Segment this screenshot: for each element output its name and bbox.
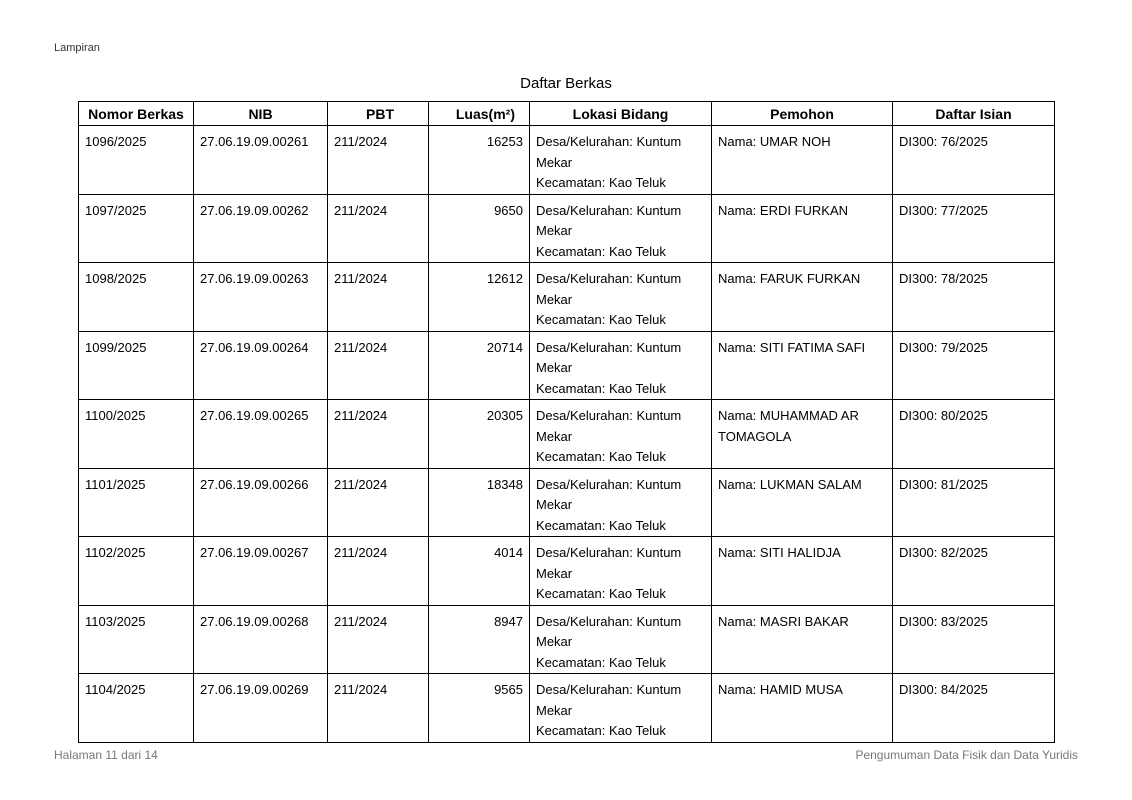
cell-nomor-berkas: 1103/2025 xyxy=(79,605,194,674)
cell-nomor-berkas: 1100/2025 xyxy=(79,400,194,469)
cell-luas: 16253 xyxy=(429,126,530,195)
column-header-lokasi-bidang: Lokasi Bidang xyxy=(530,102,712,126)
page-number: Halaman 11 dari 14 xyxy=(54,748,158,762)
column-header-pbt: PBT xyxy=(328,102,429,126)
cell-lokasi-bidang xyxy=(530,674,712,743)
appendix-label: Lampiran xyxy=(54,42,100,54)
cell-daftar-isian: DI300: 79/2025 xyxy=(893,331,1055,400)
lokasi-kecamatan: Kecamatan: Kao Teluk xyxy=(536,449,666,464)
cell-pemohon: Nama: HAMID MUSA xyxy=(712,674,893,743)
cell-lokasi-bidang xyxy=(530,331,712,400)
cell-nomor-berkas: 1096/2025 xyxy=(79,126,194,195)
lokasi-kecamatan: Kecamatan: Kao Teluk xyxy=(536,243,666,259)
cell-luas: 9650 xyxy=(429,194,530,263)
cell-nomor-berkas: 1099/2025 xyxy=(79,331,194,400)
table-row xyxy=(79,605,1055,674)
cell-nomor-berkas: 1101/2025 xyxy=(79,468,194,537)
lokasi-kecamatan: Kecamatan: Kao Teluk xyxy=(536,654,666,670)
cell-nomor-berkas: 1104/2025 xyxy=(79,674,194,743)
document-title: Daftar Berkas xyxy=(520,75,612,92)
cell-luas: 20714 xyxy=(429,331,530,400)
cell-nib: 27.06.19.09.00264 xyxy=(194,331,328,400)
cell-pemohon: Nama: MASRI BAKAR xyxy=(712,605,893,674)
column-header-pemohon: Pemohon xyxy=(712,102,893,126)
lokasi-kecamatan: Kecamatan: Kao Teluk xyxy=(536,380,666,396)
cell-lokasi-bidang xyxy=(530,468,712,537)
lokasi-desa: Desa/Kelurahan: Kuntum Mekar xyxy=(536,134,682,170)
cell-luas: 4014 xyxy=(429,537,530,606)
berkas-table xyxy=(78,101,1055,743)
column-header-nib: NIB xyxy=(194,102,328,126)
table-row xyxy=(79,194,1055,263)
table-row xyxy=(79,468,1055,537)
cell-nib: 27.06.19.09.00265 xyxy=(194,400,328,469)
lokasi-kecamatan: Kecamatan: Kao Teluk xyxy=(536,586,666,601)
lokasi-kecamatan: Kecamatan: Kao Teluk xyxy=(536,312,666,327)
cell-lokasi-bidang xyxy=(530,263,712,332)
cell-luas: 18348 xyxy=(429,468,530,537)
table-row xyxy=(79,400,1055,469)
cell-pbt: 211/2024 xyxy=(328,194,429,263)
cell-lokasi-bidang xyxy=(530,605,712,674)
cell-daftar-isian: DI300: 84/2025 xyxy=(893,674,1055,743)
lokasi-kecamatan: Kecamatan: Kao Teluk xyxy=(536,175,666,190)
cell-lokasi-bidang xyxy=(530,400,712,469)
cell-pbt: 211/2024 xyxy=(328,674,429,743)
cell-luas: 8947 xyxy=(429,605,530,674)
cell-luas: 12612 xyxy=(429,263,530,332)
table-row xyxy=(79,537,1055,606)
cell-nomor-berkas: 1098/2025 xyxy=(79,263,194,332)
cell-pbt: 211/2024 xyxy=(328,331,429,400)
footer-document-name: Pengumuman Data Fisik dan Data Yuridis xyxy=(855,748,1078,762)
cell-pemohon: Nama: FARUK FURKAN xyxy=(712,263,893,332)
cell-daftar-isian: DI300: 81/2025 xyxy=(893,468,1055,537)
table-row xyxy=(79,674,1055,743)
lokasi-kecamatan: Kecamatan: Kao Teluk xyxy=(536,723,666,738)
lokasi-desa: Desa/Kelurahan: Kuntum Mekar xyxy=(536,545,682,581)
column-header-nomor-berkas: Nomor Berkas xyxy=(79,102,194,126)
cell-pbt: 211/2024 xyxy=(328,537,429,606)
table-row xyxy=(79,263,1055,332)
lokasi-desa: Desa/Kelurahan: Kuntum Mekar xyxy=(536,202,682,238)
table-body xyxy=(79,126,1055,743)
cell-nib: 27.06.19.09.00261 xyxy=(194,126,328,195)
lokasi-kecamatan: Kecamatan: Kao Teluk xyxy=(536,517,666,533)
cell-daftar-isian: DI300: 78/2025 xyxy=(893,263,1055,332)
table-row xyxy=(79,331,1055,400)
cell-pbt: 211/2024 xyxy=(328,126,429,195)
lokasi-desa: Desa/Kelurahan: Kuntum Mekar xyxy=(536,339,682,375)
cell-nib: 27.06.19.09.00269 xyxy=(194,674,328,743)
lokasi-desa: Desa/Kelurahan: Kuntum Mekar xyxy=(536,682,682,718)
column-header-daftar-isian: Daftar Isian xyxy=(893,102,1055,126)
cell-daftar-isian: DI300: 77/2025 xyxy=(893,194,1055,263)
cell-daftar-isian: DI300: 80/2025 xyxy=(893,400,1055,469)
cell-luas: 20305 xyxy=(429,400,530,469)
cell-pemohon: Nama: MUHAMMAD AR TOMAGOLA xyxy=(712,400,893,469)
cell-lokasi-bidang xyxy=(530,194,712,263)
table-header-row xyxy=(79,102,1055,126)
table-row xyxy=(79,126,1055,195)
cell-daftar-isian: DI300: 76/2025 xyxy=(893,126,1055,195)
cell-pemohon: Nama: SITI HALIDJA xyxy=(712,537,893,606)
cell-pbt: 211/2024 xyxy=(328,468,429,537)
lokasi-desa: Desa/Kelurahan: Kuntum Mekar xyxy=(536,271,682,307)
cell-daftar-isian: DI300: 83/2025 xyxy=(893,605,1055,674)
cell-nib: 27.06.19.09.00262 xyxy=(194,194,328,263)
cell-luas: 9565 xyxy=(429,674,530,743)
cell-pbt: 211/2024 xyxy=(328,400,429,469)
cell-nib: 27.06.19.09.00263 xyxy=(194,263,328,332)
cell-daftar-isian: DI300: 82/2025 xyxy=(893,537,1055,606)
cell-pemohon: Nama: ERDI FURKAN xyxy=(712,194,893,263)
cell-pbt: 211/2024 xyxy=(328,605,429,674)
column-header-luas: Luas(m²) xyxy=(429,102,530,126)
lokasi-desa: Desa/Kelurahan: Kuntum Mekar xyxy=(536,613,682,649)
lokasi-desa: Desa/Kelurahan: Kuntum Mekar xyxy=(536,408,682,444)
cell-lokasi-bidang xyxy=(530,126,712,195)
cell-pbt: 211/2024 xyxy=(328,263,429,332)
cell-nib: 27.06.19.09.00266 xyxy=(194,468,328,537)
cell-pemohon: Nama: SITI FATIMA SAFI xyxy=(712,331,893,400)
cell-pemohon: Nama: UMAR NOH xyxy=(712,126,893,195)
lokasi-desa: Desa/Kelurahan: Kuntum Mekar xyxy=(536,476,682,512)
cell-nomor-berkas: 1097/2025 xyxy=(79,194,194,263)
cell-nib: 27.06.19.09.00267 xyxy=(194,537,328,606)
cell-pemohon: Nama: LUKMAN SALAM xyxy=(712,468,893,537)
cell-nomor-berkas: 1102/2025 xyxy=(79,537,194,606)
cell-lokasi-bidang xyxy=(530,537,712,606)
cell-nib: 27.06.19.09.00268 xyxy=(194,605,328,674)
